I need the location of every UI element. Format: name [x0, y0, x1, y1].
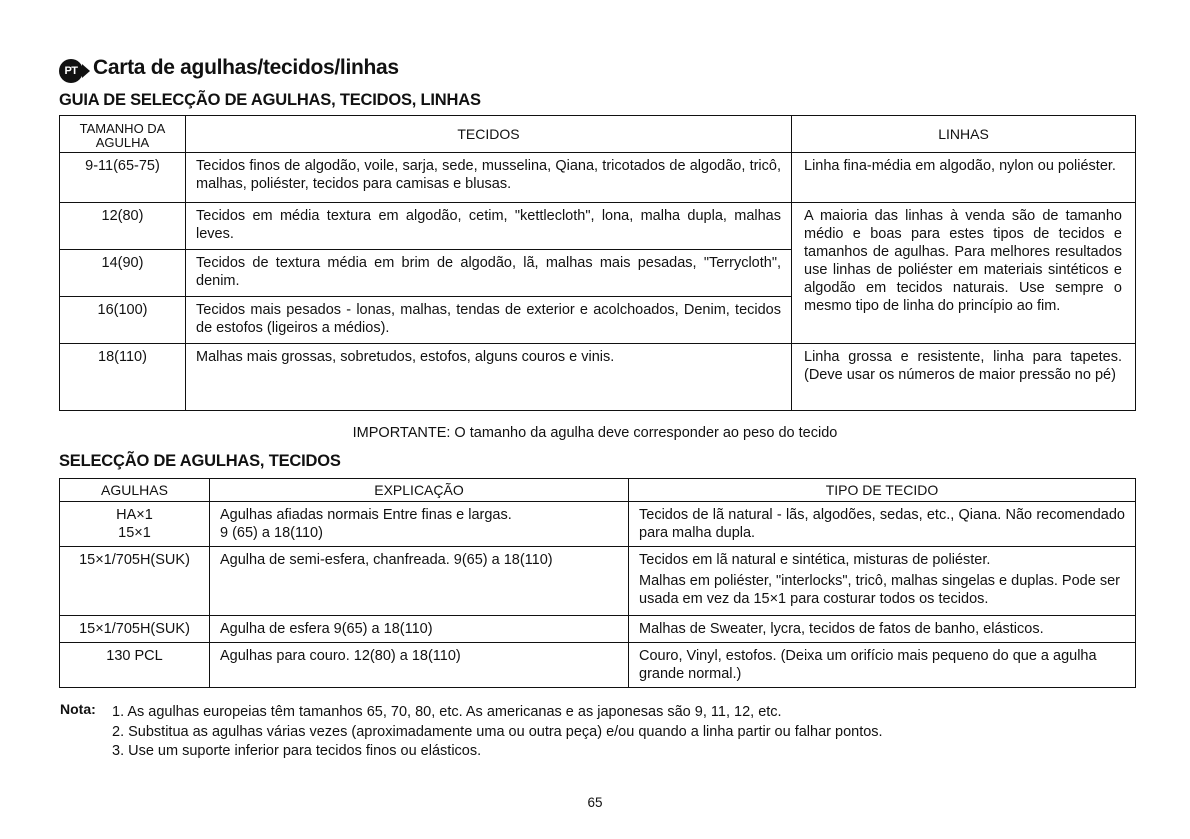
notes-list	[112, 703, 1112, 762]
table-row	[60, 203, 1136, 250]
needle-cell	[60, 502, 210, 547]
fabric-type-cell: Malhas de Sweater, lycra, tecidos de fatos de banho, elásticos.	[629, 616, 1136, 643]
explanation-cell	[210, 502, 629, 547]
fabric-cell: Tecidos em média textura em algodão, cetim, "kettlecloth", lona, malha dupla, malhas leves.	[186, 203, 792, 250]
needle-size-cell: 18(110)	[60, 344, 186, 411]
table-row	[60, 547, 1136, 616]
header-threads: LINHAS	[792, 116, 1136, 153]
needle-type: HA×1	[116, 507, 153, 523]
header-needles: AGULHAS	[60, 479, 210, 502]
table-row	[60, 616, 1136, 643]
needle-size-cell: 14(90)	[60, 250, 186, 297]
needle-cell: 15×1/705H(SUK)	[60, 547, 210, 616]
table-row	[60, 153, 1136, 203]
page-title: Carta de agulhas/tecidos/linhas	[93, 56, 399, 79]
header-explanation: EXPLICAÇÃO	[210, 479, 629, 502]
needle-selection-table	[59, 478, 1136, 688]
fabric-cell: Tecidos mais pesados - lonas, malhas, tendas de exterior e acolchoados, Denim, tecidos de estofos (ligeiros a médios).	[186, 297, 792, 344]
note-item: 1. As agulhas europeias têm tamanhos 65, 70, 80, etc. As americanas e as japonesas são 9, 11, 12, etc.	[112, 704, 782, 720]
fabric-type-cell	[629, 547, 1136, 616]
table-row	[60, 643, 1136, 688]
page-number: 65	[587, 795, 603, 810]
fabric-type-text: Tecidos em lã natural e sintética, misturas de poliéster.	[639, 552, 991, 568]
thread-cell: Linha grossa e resistente, linha para tapetes. (Deve usar os números de maior pressão no pé)	[792, 344, 1136, 411]
needle-size-cell: 12(80)	[60, 203, 186, 250]
needle-fabric-thread-table	[59, 115, 1136, 411]
thread-cell: A maioria das linhas à venda são de tamanho médio e boas para estes tipos de tecidos e tamanhos de agulhas. Para melhores resultados use linhas de poliéster em materiais sintéticos e algodão em tecidos naturais. Use sempre o mesmo tipo de linha do princípio ao fim.	[792, 203, 1136, 344]
language-badge-icon: PT	[59, 59, 83, 83]
fabric-type-cell: Couro, Vinyl, estofos. (Deixa um orifício mais pequeno do que a agulha grande normal.)	[629, 643, 1136, 688]
explanation-cell: Agulha de esfera 9(65) a 18(110)	[210, 616, 629, 643]
header-fabrics: TECIDOS	[186, 116, 792, 153]
needle-type: 15×1	[118, 525, 151, 541]
fabric-type-cell: Tecidos de lã natural - lãs, algodões, sedas, etc., Qiana. Não recomendado para malha dupla.	[629, 502, 1136, 547]
explanation-text: Agulhas afiadas normais Entre finas e largas.	[220, 507, 512, 523]
important-note: IMPORTANTE: O tamanho da agulha deve corresponder ao peso do tecido	[352, 425, 838, 441]
table-row	[60, 344, 1136, 411]
needle-size-cell: 9-11(65-75)	[60, 153, 186, 203]
note-item: 2. Substitua as agulhas várias vezes (aproximadamente uma ou outra peça) e/ou quando a linha partir ou falhar pontos.	[112, 723, 883, 740]
explanation-cell: Agulhas para couro. 12(80) a 18(110)	[210, 643, 629, 688]
header-needle-size: TAMANHO DA AGULHA	[60, 116, 186, 153]
thread-cell: Linha fina-média em algodão, nylon ou poliéster.	[792, 153, 1136, 203]
fabric-cell: Tecidos finos de algodão, voile, sarja, sede, musselina, Qiana, tricotados de algodão, tricô, malhas, poliéster, tecidos para camisas e blusas.	[186, 153, 792, 203]
fabric-cell: Tecidos de textura média em brim de algodão, lã, malhas mais pesadas, "Terrycloth", denim.	[186, 250, 792, 297]
explanation-cell: Agulha de semi-esfera, chanfreada. 9(65) a 18(110)	[210, 547, 629, 616]
needle-size-cell: 16(100)	[60, 297, 186, 344]
header-fabric-type: TIPO DE TECIDO	[629, 479, 1136, 502]
table-header-row	[60, 479, 1136, 502]
fabric-type-text: Malhas em poliéster, "interlocks", tricô, malhas singelas e duplas. Pode ser usada em vez da 15×1 para costurar todos os tecidos.	[639, 573, 1120, 607]
table-header-row	[60, 116, 1136, 153]
notes-label: Nota:	[60, 701, 96, 717]
table-row	[60, 502, 1136, 547]
fabric-cell: Malhas mais grossas, sobretudos, estofos, alguns couros e vinis.	[186, 344, 792, 411]
section-title-guide: GUIA DE SELECÇÃO DE AGULHAS, TECIDOS, LINHAS	[59, 91, 481, 109]
explanation-text: 9 (65) a 18(110)	[220, 525, 323, 541]
needle-cell: 130 PCL	[60, 643, 210, 688]
needle-cell: 15×1/705H(SUK)	[60, 616, 210, 643]
section-title-needles: SELECÇÃO DE AGULHAS, TECIDOS	[59, 452, 341, 470]
note-item: 3. Use um suporte inferior para tecidos finos ou elásticos.	[112, 743, 482, 759]
